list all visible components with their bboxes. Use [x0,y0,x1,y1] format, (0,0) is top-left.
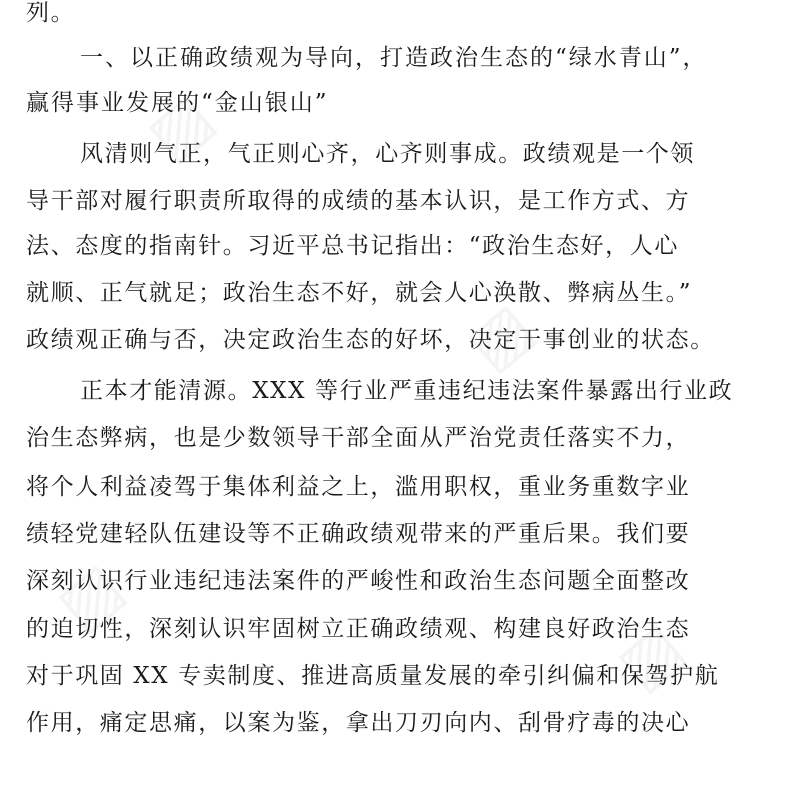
paragraph-line: 政绩观正确与否，决定政治生态的好坏，决定干事创业的状态。 [26,327,715,353]
paragraph-line: 对于巩固 XX 专卖制度、推进高质量发展的牵引纠偏和保驾护航 [26,663,720,689]
paragraph-line: 就顺、正气就足；政治生态不好，就会人心涣散、弊病丛生。” [26,280,693,306]
text-line: 列。 [26,0,76,26]
paragraph-line: 的迫切性，深刻认识牢固树立正确政绩观、构建良好政治生态 [26,616,691,642]
paragraph-line: 深刻认识行业违纪违法案件的严峻性和政治生态问题全面整改 [26,568,691,594]
section-heading-line: 一、以正确政绩观为导向，打造政治生态的“绿水青山”， [80,45,708,71]
section-heading-line: 赢得事业发展的“金山银山” [26,90,329,116]
paragraph-line: 导干部对履行职责所取得的成绩的基本认识，是工作方式、方 [26,188,691,214]
paragraph-line: 风清则气正，气正则心齐，心齐则事成。政绩观是一个领 [80,141,695,167]
paragraph-line: 法、态度的指南针。习近平总书记指出：“政治生态好，人心 [26,233,679,259]
paragraph-line: 绩轻党建轻队伍建设等不正确政绩观带来的严重后果。我们要 [26,521,691,547]
paragraph-line: 作用，痛定思痛，以案为鉴，拿出刀刃向内、刮骨疗毒的决心 [26,710,691,736]
paragraph-line: 正本才能清源。XXX 等行业严重违纪违法案件暴露出行业政 [80,378,734,404]
paragraph-line: 将个人利益凌驾于集体利益之上，滥用职权，重业务重数字业 [26,474,691,500]
paragraph-line: 治生态弊病，也是少数领导干部全面从严治党责任落实不力， [26,425,691,451]
